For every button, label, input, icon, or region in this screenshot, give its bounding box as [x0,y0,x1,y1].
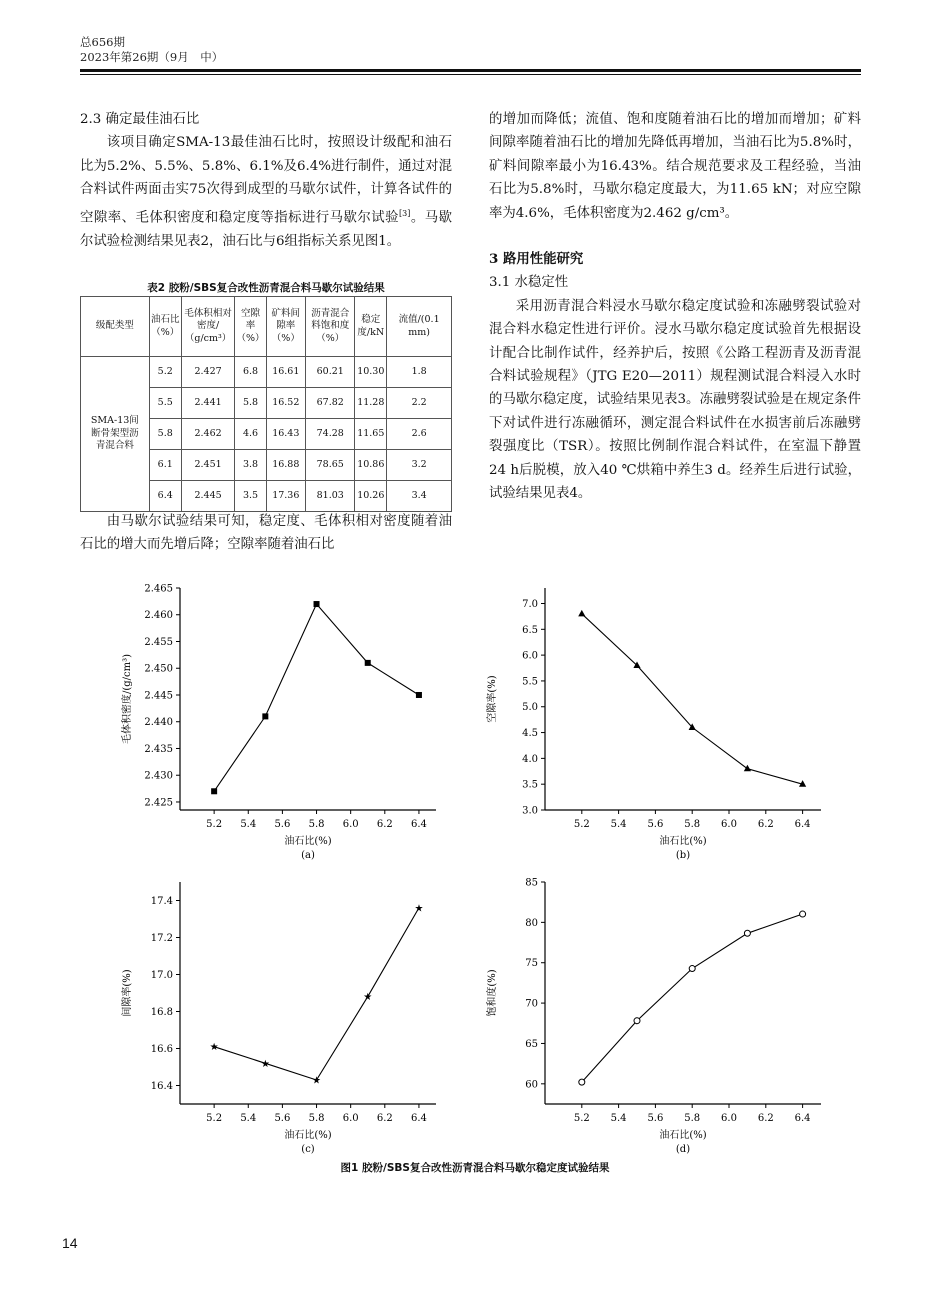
x-tick-label: 6.4 [794,819,811,830]
x-axis-label: 油石比(%) [284,1130,332,1141]
data-point: ★ [312,1075,322,1087]
th-stability: 稳定度/kN [355,297,387,357]
table-cell: 67.82 [306,388,355,419]
x-tick-label: 5.2 [573,819,590,830]
y-tick-label: 17.2 [150,933,173,944]
x-tick-label: 6.2 [757,819,774,830]
y-tick-label: 16.6 [150,1044,173,1055]
panel-label: (b) [675,850,691,861]
x-tick-label: 5.8 [308,1113,325,1124]
x-tick-label: 5.2 [206,819,223,830]
x-tick-label: 6.0 [721,819,737,830]
section-3-heading: 3 路用性能研究 [489,251,584,268]
table-cell: 6.8 [235,357,266,388]
series-line [214,604,419,791]
y-axis-label: 空隙率(%) [487,675,498,723]
result-analysis-paragraph: 由马歇尔试验结果可知，稳定度、毛体积相对密度随着油石比的增大而先增后降；空隙率随着油石比 [80,514,452,553]
section-3-1-paragraph: 采用沥青混合料浸水马歇尔稳定度试验和冻融劈裂试验对混合料水稳定性进行评价。浸水马歇尔稳定度试验首先根据设计配合比制作试件，经养护后，按照《公路工程沥青及沥青混合料试验规程》（JTG E20—2011）规程测试混合料浸入水时的马歇尔稳定度，试验结果见表3。冻融劈裂试验是在规定条件下对试件进行冻融循环，测定混合料试件在水损害前后冻融劈裂强度比（TSR）。按照比例制作混合料试件，在室温下静置24 h后脱模，放入40 ℃烘箱中养生3 d。经养生后进行试验，试验结果见表4。 [489,298,861,502]
y-tick-label: 6.0 [522,650,538,662]
section-2-3-text-end: 。马歇尔试验检测结果见表2，油石比与6组指标关系见图1。 [80,210,453,249]
data-point: ★ [260,1058,270,1070]
y-tick-label: 4.0 [522,753,538,765]
data-point [689,966,695,972]
table-cell: 2.441 [181,388,235,419]
table-cell: 16.88 [266,450,306,481]
y-tick-label: 3.5 [522,779,538,791]
table-cell: 5.5 [149,388,181,419]
data-point [211,788,217,794]
x-tick-label: 5.8 [684,819,701,830]
y-tick-label: 2.435 [144,743,173,755]
data-point [800,911,806,917]
table-cell: 2.427 [181,357,235,388]
x-axis-label: 油石比(%) [659,1130,707,1141]
y-tick-label: 4.5 [522,728,538,740]
y-tick-label: 65 [525,1038,538,1050]
th-vfa: 沥青混合料饱和度（%） [306,297,355,357]
table-cell: 16.61 [266,357,306,388]
x-tick-label: 6.4 [410,1113,427,1124]
series-line [214,908,419,1080]
data-point [365,660,371,666]
chart-b-air-voids [487,580,835,861]
table-row [81,357,452,388]
table-cell: 3.5 [235,481,266,512]
y-tick-label: 85 [525,877,538,889]
x-tick-label: 5.4 [240,1113,257,1124]
header-rule-thick [80,69,861,72]
table-cell: 4.6 [235,419,266,450]
table-cell: 2.2 [387,388,452,419]
th-flow: 流值/(0.1 mm) [387,297,452,357]
panel-label: (c) [301,1144,315,1155]
data-point: ★ [209,1042,219,1054]
y-tick-label: 2.425 [144,797,173,809]
journal-issue-date: 2023年第26期（9月 中） [80,50,224,64]
table-cell: 74.28 [306,419,355,450]
section-2-3-paragraph [80,131,452,253]
table-cell: 2.451 [181,450,235,481]
y-tick-label: 5.5 [522,676,538,688]
table-cell: 10.86 [355,450,387,481]
x-axis-label: 油石比(%) [284,836,332,847]
x-tick-label: 6.4 [794,1113,811,1124]
th-oil-ratio: 油石比（%） [149,297,181,357]
table-cell: 2.462 [181,419,235,450]
data-point: ★ [363,992,373,1004]
x-tick-label: 5.8 [684,1113,701,1124]
x-tick-label: 5.4 [240,819,257,830]
table-cell: 16.43 [266,419,306,450]
y-tick-label: 3.0 [522,805,538,817]
x-tick-label: 6.2 [757,1113,774,1124]
y-tick-label: 2.460 [144,610,173,622]
data-point [744,930,750,936]
data-point [634,1018,640,1024]
y-tick-label: 2.445 [144,690,173,702]
th-air-voids: 空隙率（%） [235,297,266,357]
data-point [744,765,751,772]
x-tick-label: 5.2 [573,1113,590,1124]
y-tick-label: 2.440 [144,717,173,729]
table-cell: 3.2 [387,450,452,481]
x-tick-label: 5.6 [274,819,291,830]
x-tick-label: 6.4 [410,819,427,830]
table-cell: 5.2 [149,357,181,388]
th-gradation: 级配类型 [81,297,150,357]
y-tick-label: 7.0 [522,598,538,610]
y-axis-label: 毛体积密度/(g/cm³) [122,653,133,745]
table-cell: 6.4 [149,481,181,512]
table-cell: 6.1 [149,450,181,481]
x-tick-label: 5.4 [610,819,627,830]
journal-issue-total: 总656期 [80,35,125,49]
table-2-caption: 表2 胶粉/SBS复合改性沥青混合料马歇尔试验结果 [147,282,385,294]
y-tick-label: 75 [525,958,538,970]
result-analysis-continuation: 的增加而降低；流值、饱和度随着油石比的增加而增加；矿料间隙率随着油石比的增加先降低再增加，当油石比为5.8%时，矿料间隙率最小为16.43%。结合规范要求及工程经验，当油石比为5.8%时，马歇尔稳定度最大，为11.65 kN；对应空隙率为4.6%，毛体积密度为2.462 g/cm³。 [489,112,861,221]
header-rule-thin [80,74,861,75]
panel-label: (d) [675,1144,691,1155]
table-cell: 10.30 [355,357,387,388]
table-cell: 2.6 [387,419,452,450]
table-cell: 3.8 [235,450,266,481]
left-column-top [80,108,452,253]
y-tick-label: 70 [525,998,538,1010]
figure-1-caption: 图1 胶粉/SBS复合改性沥青混合料马歇尔稳定度试验结果 [340,1162,610,1174]
y-tick-label: 2.455 [144,636,173,648]
x-tick-label: 6.2 [376,819,393,830]
data-point [578,610,585,617]
x-tick-label: 5.8 [308,819,325,830]
y-tick-label: 2.465 [144,583,173,595]
panel-label: (a) [301,850,315,861]
x-axis-label: 油石比(%) [659,836,707,847]
data-point [416,692,422,698]
y-tick-label: 80 [525,917,538,929]
y-tick-label: 2.450 [144,663,173,675]
series-line [582,914,803,1082]
y-tick-label: 60 [525,1079,538,1091]
table-cell: 11.28 [355,388,387,419]
table-cell: 60.21 [306,357,355,388]
table-cell: 11.65 [355,419,387,450]
x-tick-label: 6.2 [376,1113,393,1124]
y-tick-label: 16.8 [150,1007,173,1018]
y-axis-label: 间隙率(%) [122,969,133,1017]
y-tick-label: 6.5 [522,624,538,636]
gradation-type-cell: SMA-13间断骨架型沥青混合料 [81,357,150,512]
page-number: 14 [62,1235,78,1251]
table-cell: 3.4 [387,481,452,512]
chart-a-bulk-density [110,580,450,860]
x-tick-label: 5.6 [647,1113,664,1124]
x-tick-label: 6.0 [342,1113,359,1124]
citation-ref: [3] [399,208,411,218]
series-line [582,614,803,784]
right-column [489,108,861,506]
section-2-3-text: 该项目确定SMA-13最佳油石比时，按照设计级配和油石比为5.2%、5.5%、5.8%、6.1%及6.4%进行制件，通过对混合料试件两面击实75次得到成型的马歇尔试件，计算各试件的空隙率、毛体积密度和稳定度等指标进行马歇尔试验 [80,135,452,226]
section-3-1-heading: 3.1 水稳定性 [489,275,569,291]
table-cell: 17.36 [266,481,306,512]
y-axis-label: 饱和度(%) [487,969,498,1017]
y-tick-label: 16.4 [150,1081,173,1092]
x-tick-label: 5.6 [647,819,664,830]
th-vma: 矿料间隙率（%） [266,297,306,357]
x-tick-label: 5.2 [206,1113,223,1124]
data-point [579,1079,585,1085]
table-cell: 16.52 [266,388,306,419]
y-tick-label: 17.4 [150,896,173,907]
table-cell: 5.8 [235,388,266,419]
left-column-after-table [80,510,452,557]
data-point: ★ [414,903,424,915]
y-tick-label: 5.0 [522,702,538,714]
chart-d-vfa [487,870,835,1155]
table-cell: 81.03 [306,481,355,512]
table-header-row [81,297,452,357]
chart-c-vma [110,870,450,1155]
x-tick-label: 5.6 [274,1113,291,1124]
th-bulk-density: 毛体积相对密度/（g/cm³） [181,297,235,357]
marshall-test-table [80,296,452,512]
x-tick-label: 5.4 [610,1113,627,1124]
section-2-3-heading: 2.3 确定最佳油石比 [80,112,200,127]
table-cell: 2.445 [181,481,235,512]
table-cell: 78.65 [306,450,355,481]
x-tick-label: 6.0 [721,1113,737,1124]
table-cell: 5.8 [149,419,181,450]
y-tick-label: 2.430 [144,770,173,782]
data-point [314,601,320,607]
x-tick-label: 6.0 [342,819,359,830]
table-cell: 10.26 [355,481,387,512]
data-point [262,713,268,719]
table-cell: 1.8 [387,357,452,388]
y-tick-label: 17.0 [150,970,173,981]
